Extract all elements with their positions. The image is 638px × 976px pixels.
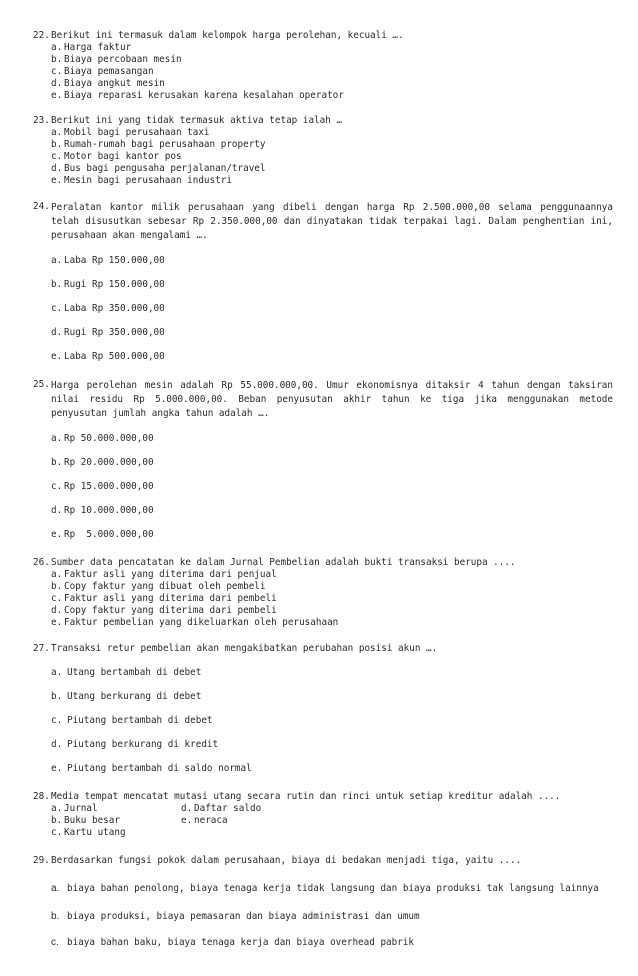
- option-c: c. Biaya pemasangan: [51, 66, 154, 77]
- option-list: [51, 433, 613, 541]
- question-27: [33, 643, 613, 775]
- option-c: c. Faktur asli yang diterima dari pembeli: [51, 593, 277, 604]
- option-list: [51, 127, 613, 187]
- question-29: [33, 855, 613, 949]
- option-list: [51, 255, 613, 363]
- option-c: c. Laba Rp 350.000,00: [51, 303, 165, 314]
- question-22: [33, 30, 613, 102]
- option-c: c. Motor bagi kantor pos: [51, 151, 182, 162]
- option-a: a. Jurnal: [51, 803, 98, 814]
- option-d: d. Rugi Rp 350.000,00: [51, 327, 165, 338]
- option-b: b. Copy faktur yang dibuat oleh pembeli: [51, 581, 266, 592]
- option-a: a. Rp 50.000.000,00: [51, 433, 154, 444]
- question-number: 29.: [33, 855, 50, 866]
- question-text: Peralatan kantor milik perusahaan yang dibeli dengan harga Rp 2.500.000,00 selama penggunaannya telah disusutkan sebesar Rp 2.350.000,00 dan dinyatakan tidak terpakai lagi. Dalam penghentian ini, perusahaan akan mengalami ….: [51, 202, 613, 241]
- option-a: a. Mobil bagi perusahaan taxi: [51, 127, 210, 138]
- option-b: b. Biaya percobaan mesin: [51, 54, 182, 65]
- option-d: d. Daftar saldo: [181, 803, 262, 814]
- option-list: [51, 569, 613, 629]
- option-d: d. Biaya angkut mesin: [51, 78, 165, 89]
- option-b: b. Rp 20.000.000,00: [51, 457, 154, 468]
- option-a: a. biaya bahan penolong, biaya tenaga kerja tidak langsung dan biaya produksi tak langsung lainnya: [51, 883, 599, 894]
- question-text: Harga perolehan mesin adalah Rp 55.000.000,00. Umur ekonomisnya ditaksir 4 tahun dengan taksiran nilai residu Rp 5.000.000,00. Beban penyusutan akhir tahun ke tiga jika menggunakan metode penyusutan jumlah angka tahun adalah ….: [51, 380, 613, 419]
- question-text: Berikut ini yang tidak termasuk aktiva tetap ialah …: [51, 115, 343, 126]
- question-number: 25.: [33, 379, 50, 390]
- question-text: Media tempat mencatat mutasi utang secara rutin dan rinci untuk setiap kreditur adalah ....: [51, 791, 561, 802]
- option-e: e. neraca: [181, 815, 228, 826]
- question-number: 22.: [33, 30, 50, 41]
- option-d: d. Piutang berkurang di kredit: [51, 739, 219, 750]
- option-d: d. Bus bagi pengusaha perjalanan/travel: [51, 163, 266, 174]
- option-a: a. Harga faktur: [51, 42, 132, 53]
- exam-page: [0, 30, 638, 949]
- option-e: e. Laba Rp 500.000,00: [51, 351, 165, 362]
- question-24: [33, 201, 613, 363]
- option-list: [51, 803, 613, 839]
- option-b: b. Buku besar: [51, 815, 120, 826]
- question-26: [33, 557, 613, 629]
- option-b: b. biaya produksi, biaya pemasaran dan biaya administrasi dan umum: [51, 911, 420, 922]
- option-c: c. Piutang bertambah di debet: [51, 715, 213, 726]
- question-number: 23.: [33, 115, 50, 126]
- option-b: b. Rugi Rp 150.000,00: [51, 279, 165, 290]
- option-a: a. Laba Rp 150.000,00: [51, 255, 165, 266]
- question-text: Transaksi retur pembelian akan mengakibatkan perubahan posisi akun ….: [51, 643, 438, 654]
- option-e: e. Faktur pembelian yang dikeluarkan oleh perusahaan: [51, 617, 339, 628]
- question-number: 26.: [33, 557, 50, 568]
- question-text: Berikut ini termasuk dalam kelompok harga perolehan, kecuali ….: [51, 30, 404, 41]
- option-c: c. biaya bahan baku, biaya tenaga kerja dan biaya overhead pabrik: [51, 937, 415, 948]
- option-e: e. Mesin bagi perusahaan industri: [51, 175, 232, 186]
- option-d: d. Copy faktur yang diterima dari pembeli: [51, 605, 277, 616]
- option-a: a. Faktur asli yang diterima dari penjual: [51, 569, 277, 580]
- question-number: 24.: [33, 201, 50, 212]
- question-number: 28.: [33, 791, 50, 802]
- option-b: b. Utang berkurang di debet: [51, 691, 202, 702]
- option-e: e. Biaya reparasi kerusakan karena kesalahan operator: [51, 90, 344, 101]
- option-list: [51, 42, 613, 102]
- option-c: c. Rp 15.000.000,00: [51, 481, 154, 492]
- option-e: e. Piutang bertambah di saldo normal: [51, 763, 252, 774]
- question-25: [33, 379, 613, 541]
- question-text: Sumber data pencatatan ke dalam Jurnal Pembelian adalah bukti transaksi berupa ....: [51, 557, 516, 568]
- option-e: e. Rp 5.000.000,00: [51, 529, 154, 540]
- option-a: a. Utang bertambah di debet: [51, 667, 202, 678]
- question-23: [33, 115, 613, 187]
- question-28: [33, 791, 613, 839]
- question-text: Berdasarkan fungsi pokok dalam perusahaan, biaya di bedakan menjadi tiga, yaitu ....: [51, 855, 522, 866]
- option-d: d. Rp 10.000.000,00: [51, 505, 154, 516]
- option-list: [51, 667, 613, 775]
- question-number: 27.: [33, 643, 50, 654]
- option-c: c. Kartu utang: [51, 827, 126, 838]
- option-list: [51, 881, 613, 949]
- option-b: b. Rumah-rumah bagi perusahaan property: [51, 139, 266, 150]
